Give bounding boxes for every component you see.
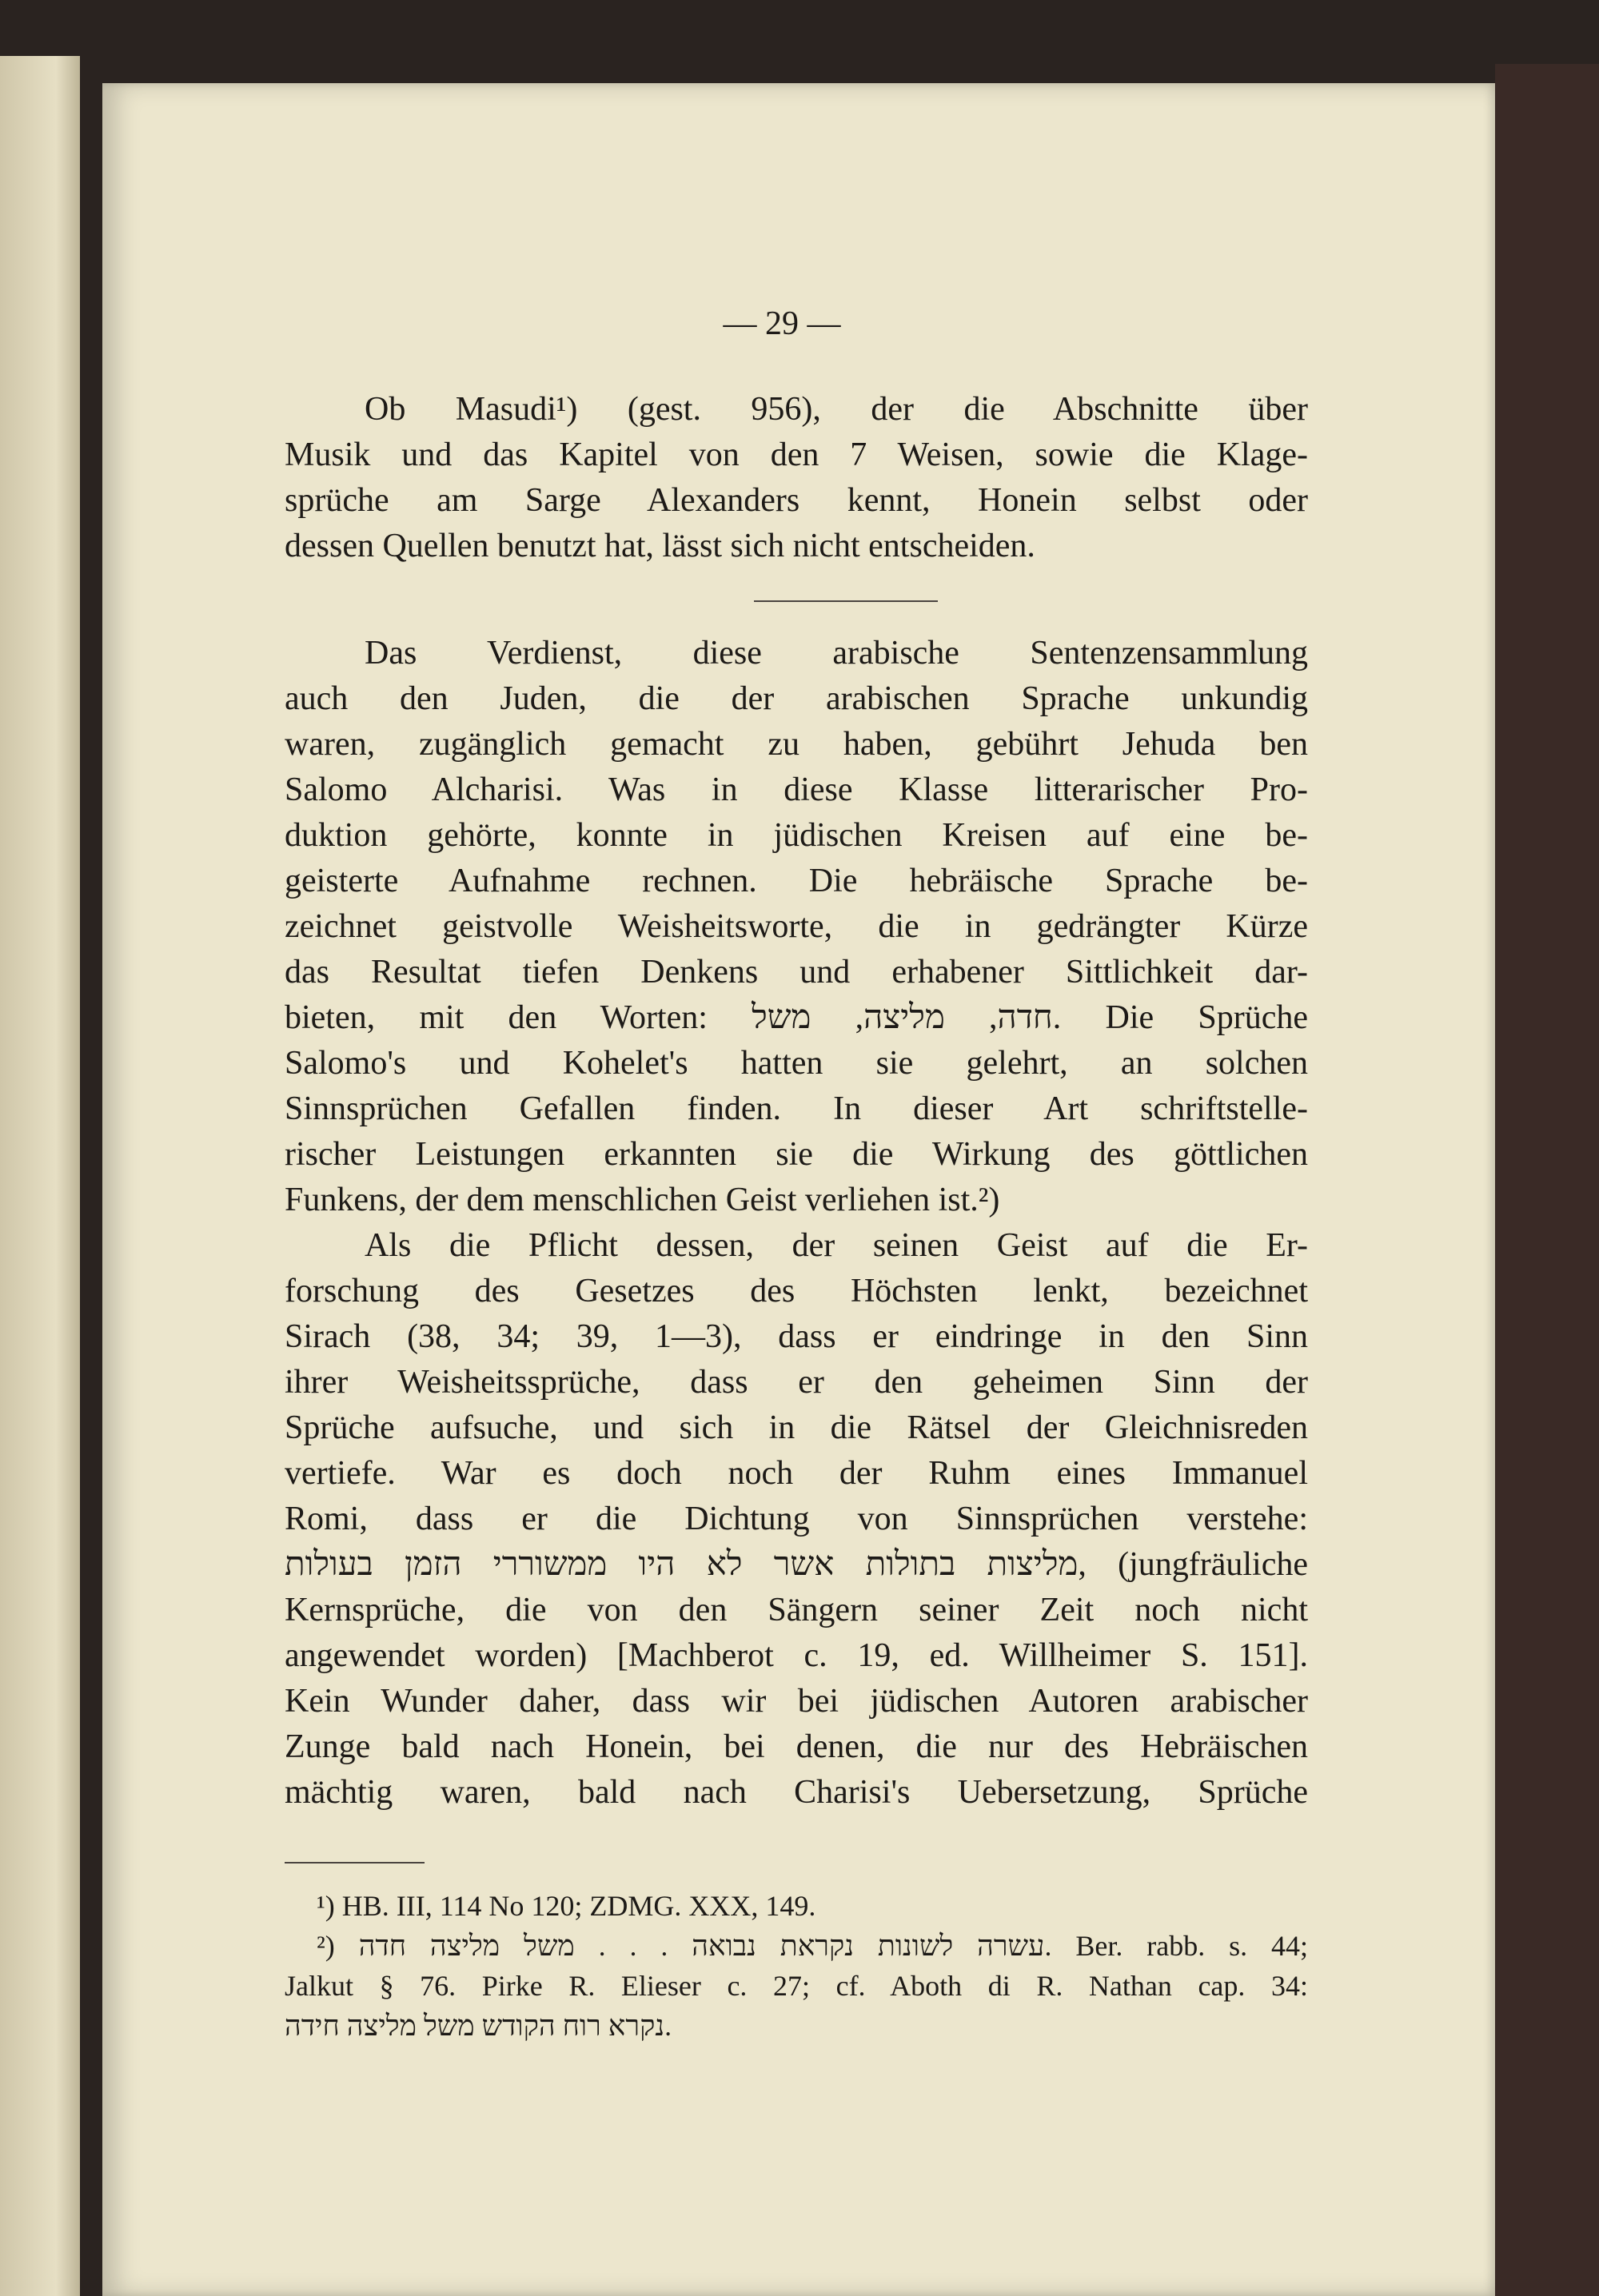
text-line: sprüche am Sarge Alexanders kennt, Honein selbst oder xyxy=(285,482,1308,519)
text-line: zeichnet geistvolle Weisheitsworte, die in gedrängter Kürze xyxy=(285,908,1308,945)
text-line: מליצות בתולות אשר לא היו ממשוררי הזמן בעולות, (jungfräuliche xyxy=(285,1546,1308,1583)
text-line: Sirach (38, 34; 39, 1—3), dass er eindringe in den Sinn xyxy=(285,1318,1308,1355)
text-line: Sinnsprüchen Gefallen finden. In dieser Art schriftstelle- xyxy=(285,1090,1308,1127)
text-line: dessen Quellen benutzt hat, lässt sich nicht entscheiden. xyxy=(285,528,1035,564)
text-line: rischer Leistungen erkannten sie die Wirkung des göttlichen xyxy=(285,1136,1308,1173)
book-page xyxy=(102,83,1495,2296)
text-line: Sprüche aufsuche, und sich in die Rätsel der Gleichnisreden xyxy=(285,1409,1308,1446)
paragraph-sirach xyxy=(285,1223,1308,1816)
text-line: Ob Masudi¹) (gest. 956), der die Abschnitte über xyxy=(365,391,1308,428)
text-line: ihrer Weisheitssprüche, dass er den geheimen Sinn der xyxy=(285,1364,1308,1401)
text-line: waren, zugänglich gemacht zu haben, gebührt Jehuda ben xyxy=(285,726,1308,763)
footnote-2-cont: Jalkut § 76. Pirke R. Elieser c. 27; cf. Aboth di R. Nathan cap. 34: xyxy=(285,1970,1308,2002)
footnote-1: ¹) HB. III, 114 No 120; ZDMG. XXX, 149. xyxy=(317,1890,816,1922)
text-line: auch den Juden, die der arabischen Sprache unkundig xyxy=(285,680,1308,717)
footnote-divider xyxy=(285,1862,425,1864)
book-cover-edge xyxy=(1495,64,1599,2296)
text-line: Kein Wunder daher, dass wir bei jüdischen Autoren arabischer xyxy=(285,1683,1308,1720)
text-line: Als die Pflicht dessen, der seinen Geist auf die Er- xyxy=(365,1227,1308,1264)
page-number: — 29 — xyxy=(723,305,841,342)
text-line: geisterte Aufnahme rechnen. Die hebräische Sprache be- xyxy=(285,863,1308,899)
footnotes xyxy=(285,1886,1308,2046)
paragraph-masudi xyxy=(285,387,1308,569)
text-line: Funkens, der dem menschlichen Geist verliehen ist.²) xyxy=(285,1182,1000,1218)
text-line: mächtig waren, bald nach Charisi's Uebersetzung, Sprüche xyxy=(285,1774,1308,1811)
text-line: Romi, dass er die Dichtung von Sinnsprüchen verstehe: xyxy=(285,1501,1308,1537)
text-line: forschung des Gesetzes des Höchsten lenkt, bezeichnet xyxy=(285,1273,1308,1309)
footnote-2: ²) עשרה לשונות נקראת נבואה . . . משל מליצה חדה. Ber. rabb. s. 44; xyxy=(317,1930,1309,1962)
text-line: vertiefe. War es doch noch der Ruhm eines Immanuel xyxy=(285,1455,1308,1492)
text-line: Kernsprüche, die von den Sängern seiner Zeit noch nicht xyxy=(285,1592,1308,1628)
text-line: Salomo Alcharisi. Was in diese Klasse litterarischer Pro- xyxy=(285,771,1308,808)
text-line: bieten, mit den Worten: חדה, מליצה, משל. Die Sprüche xyxy=(285,999,1308,1036)
footnote-2-end: נקרא רוח הקודש משל מליצה חידה. xyxy=(285,2010,672,2042)
text-line: duktion gehörte, konnte in jüdischen Kreisen auf eine be- xyxy=(285,817,1308,854)
text-line: Das Verdienst, diese arabische Sentenzensammlung xyxy=(365,635,1308,672)
paragraph-alcharisi xyxy=(285,631,1308,1223)
text-line: das Resultat tiefen Denkens und erhabener Sittlichkeit dar- xyxy=(285,954,1308,991)
text-line: Salomo's und Kohelet's hatten sie gelehrt, an solchen xyxy=(285,1045,1308,1082)
text-line: Musik und das Kapitel von den 7 Weisen, sowie die Klage- xyxy=(285,436,1308,473)
text-line: Zunge bald nach Honein, bei denen, die nur des Hebräischen xyxy=(285,1728,1308,1765)
facing-page-edge xyxy=(0,56,80,2296)
section-divider xyxy=(754,600,938,602)
text-line: angewendet worden) [Machberot c. 19, ed. Willheimer S. 151]. xyxy=(285,1637,1308,1674)
